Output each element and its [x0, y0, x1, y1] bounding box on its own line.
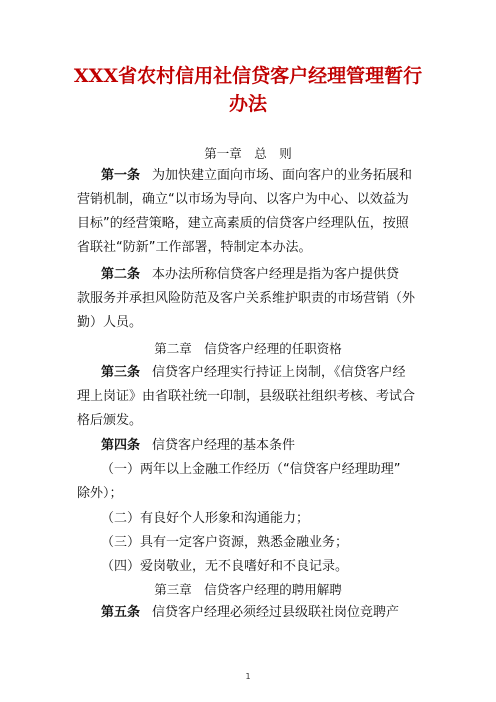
condition-item-1: （一）两年以上金融工作经历（“信贷客户经理助理” [101, 462, 401, 477]
article-4-line-1 [101, 436, 451, 456]
article-2-line-3: 勤）人员。 [77, 315, 143, 330]
article-2-line-1 [101, 265, 451, 285]
article-1-line-2: 营销机制，确立“以市场为导向、以客户为中心、以效益为 [77, 192, 409, 207]
article-3-label: 第三条 [101, 365, 141, 380]
article-3-line-3: 格后颁发。 [77, 413, 143, 428]
article-5-text-1: 信贷客户经理必须经过县级联社岗位竞聘产 [152, 605, 400, 620]
article-4-text-1: 信贷客户经理的基本条件 [152, 438, 296, 453]
article-5-line-1 [101, 603, 451, 623]
article-1-line-3: 目标”的经营策略，建立高素质的信贷客户经理队伍，按照 [77, 216, 409, 231]
article-4-label: 第四条 [101, 438, 141, 453]
chapter-3-heading: 第三章 信贷客户经理的聘用解聘 [154, 582, 342, 597]
condition-item-3: （三）具有一定客户资源，熟悉金融业务； [101, 535, 349, 550]
article-3-line-2: 理上岗证》由省联社统一印制，县级联社组织考核、考试合 [77, 389, 416, 404]
chapter-1-heading: 第一章 总 则 [204, 146, 292, 161]
article-1-line-1 [101, 166, 451, 186]
condition-item-1-cont: 除外）； [77, 486, 123, 501]
chapter-2-heading: 第二章 信贷客户经理的任职资格 [154, 341, 342, 356]
article-3-line-1 [101, 363, 451, 383]
article-3-text-1: 信贷客户经理实行持证上岗制，《信贷客户经 [152, 365, 406, 380]
article-1-label: 第一条 [101, 168, 141, 183]
article-5-label: 第五条 [101, 605, 141, 620]
article-2-text-1: 本办法所称信贷客户经理是指为客户提供贷 [152, 267, 400, 282]
article-1-line-4: 省联社“防新”工作部署，特制定本办法。 [77, 240, 312, 255]
article-2-label: 第二条 [101, 267, 141, 282]
document-title-line-1: XXX省农村信用社信贷客户经理管理暂行 [73, 65, 423, 87]
article-1-text-1: 为加快建立面向市场、面向客户的业务拓展和 [152, 168, 413, 183]
article-2-line-2: 款服务并承担风险防范及客户关系维护职责的市场营销（外 [77, 291, 416, 306]
page-number: 1 [245, 672, 251, 681]
condition-item-4: （四）爱岗敬业，无不良嗜好和不良记录。 [101, 559, 349, 574]
condition-item-2: （二）有良好个人形象和沟通能力； [101, 511, 310, 526]
document-title-line-2: 办法 [228, 93, 267, 115]
